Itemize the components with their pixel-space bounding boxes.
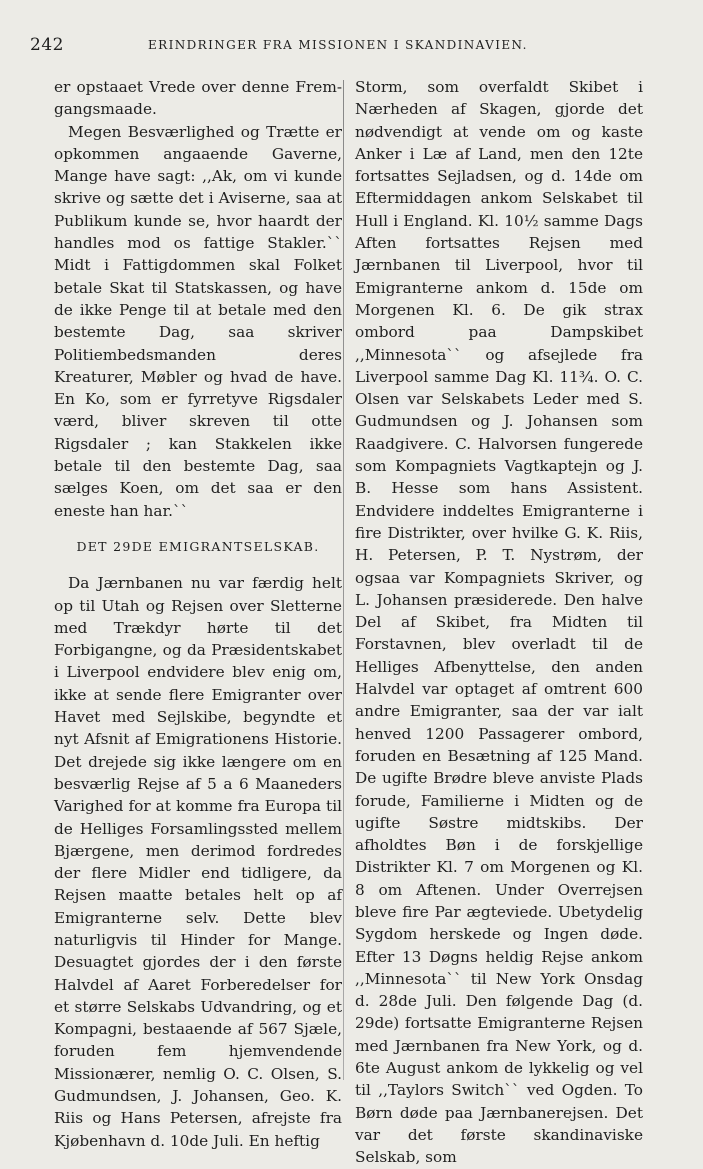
paragraph: Da Jærnbanen nu var færdig helt op til Utah og Rejsen over Sletterne med Trækdyr hørte til det Forbigangne, og da Præsidentskabet i Liverpool endvidere blev enig om, ikke at sende flere Emigranter over Havet med Sejlskibe, begyndte et nyt Afsnit af Emigrationens Historie. Det drejede sig ikke længere om en besværlig Rejse af 5 a 6 Maaneders Varighed for at komme fra Europa til de Helliges Forsamlingssted mellem Bjærgene, men derimod fordredes der flere Midler end tidligere, da Rejsen maatte betales helt op af Emigranterne selv. Dette blev naturligvis til Hinder for Mange. Desuagtet gjordes der i den første Halvdel af Aaret Forberedelser for et større Selskabs Udvandring, og et Kompagni, bestaaende af 567 Sjæle, foruden fem hjemvendende Missionærer, nemlig O. C. Olsen, S. Gudmundsen, J. Johansen, Geo. K. Riis og Hans Petersen, afrejste fra Kjøbenhavn d. 10de Juli. En heftig: [54, 574, 342, 1150]
page-header: [0, 0, 703, 60]
section-heading: DET 29DE EMIGRANTSELSKAB.: [76, 538, 320, 554]
paragraph: Megen Besværlighed og Trætte er opkommen angaaende Gaverne, Mange have sagt: ,,Ak, om vi kunde skrive og sætte det i Aviserne, saa at Publikum kunde se, hvor haardt der handles mod os fattige Stakler.`` Midt i Fattigdommen skal Folket betale Skat til Statskassen, og have de ikke Penge til at betale med den bestemte Dag, saa skriver Politiembedsmanden deres Kreaturer, Møbler og hvad de have. En Ko, som er fyrretyve Rigsdaler værd, bliver skreven til otte Rigsdaler ; kan Stakkelen ikke betale til den bestemte Dag, saa sælges Koen, om det saa er den eneste han har.``: [54, 122, 342, 520]
right-column: [355, 76, 643, 1169]
left-column: [54, 76, 342, 1152]
page-number: 242: [30, 35, 64, 55]
paragraph: er opstaaet Vrede over denne Frem-gangsmaade.: [54, 78, 342, 119]
column-divider: [343, 80, 344, 1080]
running-head: ERINDRINGER FRA MISSIONEN I SKANDINAVIEN.: [148, 38, 528, 52]
paragraph: Storm, som overfaldt Skibet i Nærheden af Skagen, gjorde det nødvendigt at vende om og kaste Anker i Læ af Land, men den 12te fortsattes Sejladsen, og d. 14de om Eftermiddagen ankom Selskabet til Hull i England. Kl. 10½ samme Dags Aften fortsattes Rejsen med Jærnbanen til Liverpool, hvor til Emigranterne ankom d. 15de om Morgenen Kl. 6. De gik strax ombord paa Dampskibet ,,Minnesota`` og afsejlede fra Liverpool samme Dag Kl. 11¾. O. C. Olsen var Selskabets Leder med S. Gudmundsen og J. Johansen som Raadgivere. C. Halvorsen fungerede som Kompagniets Vagtkaptejn og J. B. Hesse som hans Assistent. Endvidere inddeltes Emigranterne i fire Distrikter, over hvilke G. K. Riis, H. Petersen, P. T. Nystrøm, der ogsaa var Kompagniets Skriver, og L. Johansen præsiderede. Den halve Del af Skibet, fra Midten til Forstavnen, blev overladt til de Helliges Afbenyttelse, den anden Halvdel var optaget af omtrent 600 andre Emigranter, saa der var ialt henved 1200 Passagerer ombord, foruden en Besætning af 125 Mand. De ugifte Brødre bleve anviste Plads forude, Familierne i Midten og de ugifte Søstre midtskibs. Der afholdtes Bøn i de forskjellige Distrikter Kl. 7 om Morgenen og Kl. 8 om Aftenen. Under Overrejsen bleve fire Par ægteviede. Ubetydelig Sygdom herskede og Ingen døde. Efter 13 Døgns heldig Rejse ankom ,,Minnesota`` til New York Onsdag d. 28de Juli. Den følgende Dag (d. 29de) fortsatte Emigranterne Rejsen med Jærnbanen fra New York, og d. 6te August ankom de lykkelig og vel til ,,Taylors Switch`` ved Ogden. To Børn døde paa Jærnbanerejsen. Det var det første skandinaviske Selskab, som: [355, 78, 643, 1167]
